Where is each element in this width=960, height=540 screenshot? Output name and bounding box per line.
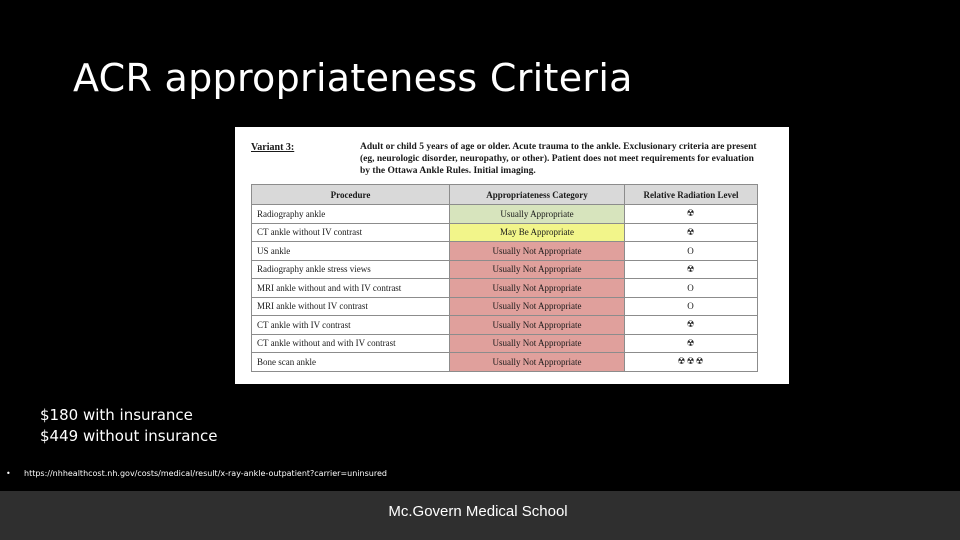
cost-notes (40, 405, 217, 447)
category-cell: Usually Not Appropriate (450, 297, 625, 316)
category-cell: Usually Not Appropriate (450, 353, 625, 372)
radiation-level-icon: ☢ (625, 334, 758, 353)
footer-bar (0, 491, 960, 540)
radiation-level-icon: ☢ (625, 205, 758, 224)
variant-label: Variant 3: (251, 142, 295, 153)
table-row (252, 353, 758, 372)
acr-criteria-document (235, 127, 789, 384)
procedure-cell: CT ankle without IV contrast (252, 223, 450, 242)
category-cell: Usually Not Appropriate (450, 260, 625, 279)
procedure-cell: US ankle (252, 242, 450, 261)
table-header-row (252, 185, 758, 205)
radiation-level-icon: ☢ (625, 316, 758, 335)
category-cell: Usually Not Appropriate (450, 334, 625, 353)
table-row (252, 334, 758, 353)
procedure-cell: Radiography ankle stress views (252, 260, 450, 279)
table-row (252, 297, 758, 316)
table-row (252, 223, 758, 242)
category-cell: May Be Appropriate (450, 223, 625, 242)
source-reference (6, 469, 387, 478)
category-cell: Usually Not Appropriate (450, 242, 625, 261)
column-header-procedure: Procedure (252, 185, 450, 205)
radiation-level-icon: ☢ (625, 260, 758, 279)
category-cell: Usually Not Appropriate (450, 316, 625, 335)
source-link[interactable]: https://nhhealthcost.nh.gov/costs/medical/result/x-ray-ankle-outpatient?carrier=uninsured (24, 469, 387, 478)
radiation-level-icon: O (625, 242, 758, 261)
table-row (252, 205, 758, 224)
table-row (252, 242, 758, 261)
procedure-cell: CT ankle with IV contrast (252, 316, 450, 335)
table-row (252, 279, 758, 298)
radiation-level-icon: O (625, 297, 758, 316)
table-row (252, 316, 758, 335)
variant-description: Adult or child 5 years of age or older. Acute trauma to the ankle. Exclusionary criteria are present (eg, neurologic disorder, neuropathy, or other). Patient does not meet requirements for evaluation by the Ottawa Ankle Rules. Initial imaging. (360, 142, 757, 176)
category-cell: Usually Appropriate (450, 205, 625, 224)
category-cell: Usually Not Appropriate (450, 279, 625, 298)
cost-without-insurance: $449 without insurance (40, 427, 218, 445)
column-header-radiation: Relative Radiation Level (625, 185, 758, 205)
bullet-icon: • (6, 469, 11, 478)
slide-title: ACR appropriateness Criteria (73, 56, 633, 100)
procedure-cell: MRI ankle without and with IV contrast (252, 279, 450, 298)
table-row (252, 260, 758, 279)
cost-with-insurance: $180 with insurance (40, 406, 193, 424)
appropriateness-table (251, 184, 758, 372)
footer-school-name: Mc.Govern Medical School (388, 503, 568, 520)
radiation-level-icon: ☢ (625, 223, 758, 242)
column-header-category: Appropriateness Category (450, 185, 625, 205)
radiation-level-icon: O (625, 279, 758, 298)
procedure-cell: Radiography ankle (252, 205, 450, 224)
procedure-cell: MRI ankle without IV contrast (252, 297, 450, 316)
procedure-cell: CT ankle without and with IV contrast (252, 334, 450, 353)
procedure-cell: Bone scan ankle (252, 353, 450, 372)
radiation-level-icon: ☢☢☢ (625, 353, 758, 372)
